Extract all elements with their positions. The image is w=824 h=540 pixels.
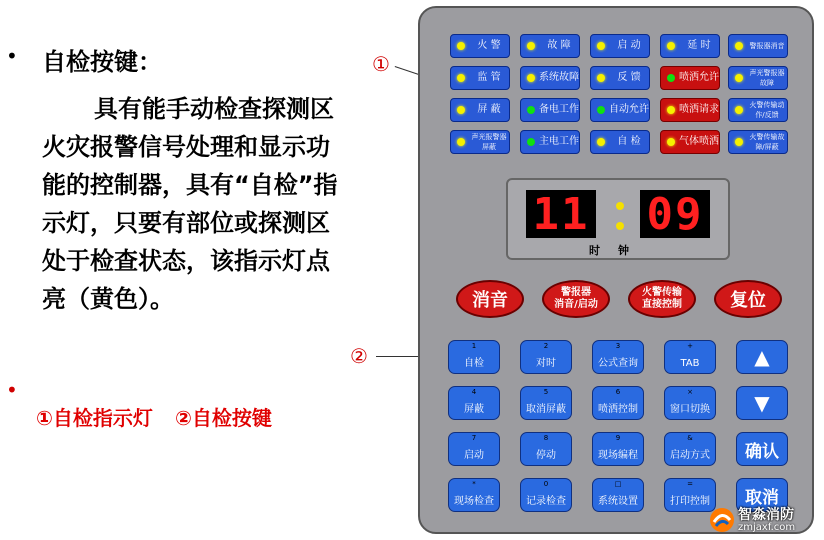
key-number: 8 (543, 434, 549, 442)
keypad-key-3-1[interactable] (520, 478, 572, 512)
clock-hours: 11 (526, 190, 596, 238)
key-label: 窗口切换 (670, 404, 710, 415)
led-label: 自 检 (617, 136, 641, 147)
led-key-0-1 (520, 34, 580, 58)
led-key-1-0 (450, 66, 510, 90)
fire-transmit-control-button[interactable]: 火警传输 直接控制 (628, 280, 696, 318)
led-label: 监 管 (477, 72, 501, 83)
keypad-key-2-0[interactable] (448, 432, 500, 466)
keypad-key-2-2[interactable] (592, 432, 644, 466)
led-key-1-4 (728, 66, 788, 90)
keypad-key-1-1[interactable] (520, 386, 572, 420)
indicator-led-icon (457, 138, 465, 146)
key-label: 现场编程 (598, 450, 638, 461)
led-label: 喷洒允许 (679, 72, 719, 83)
led-key-0-0 (450, 34, 510, 58)
led-key-1-2 (590, 66, 650, 90)
keypad-key-2-3[interactable] (664, 432, 716, 466)
colon-dot-top (616, 202, 624, 210)
indicator-led-icon (597, 106, 605, 114)
up-arrow-button[interactable]: ▲ (736, 340, 788, 374)
down-arrow-button[interactable]: ▼ (736, 386, 788, 420)
led-key-0-4 (728, 34, 788, 58)
led-key-3-2 (590, 130, 650, 154)
keypad-key-1-3[interactable] (664, 386, 716, 420)
indicator-led-icon (527, 42, 535, 50)
indicator-led-icon (667, 74, 675, 82)
clock-label: 时钟 (589, 244, 647, 257)
led-key-3-3 (660, 130, 720, 154)
indicator-led-icon (735, 74, 743, 82)
reset-button[interactable]: 复位 (714, 280, 782, 318)
led-label: 启 动 (617, 40, 641, 51)
indicator-led-icon (527, 138, 535, 146)
indicator-led-icon (527, 74, 535, 82)
indicator-led-icon (735, 106, 743, 114)
key-number: 4 (471, 388, 477, 396)
key-number: 2 (543, 342, 549, 350)
key-label: 自检 (464, 358, 484, 369)
indicator-led-icon (667, 106, 675, 114)
key-label: 系统设置 (598, 496, 638, 507)
key-number: 7 (471, 434, 477, 442)
led-key-3-4 (728, 130, 788, 154)
indicator-led-icon (457, 74, 465, 82)
paragraph-text: 具有能手动检查探测区火灾报警信号处理和显示功能的控制器，具有“自检”指示灯，只要有部位或探测区处于检查状态，该指示灯点亮（黄色）。 (42, 95, 338, 313)
led-label: 系统故障 (539, 72, 579, 83)
led-label: 气体喷洒 (679, 136, 719, 147)
keypad-key-3-2[interactable] (592, 478, 644, 512)
led-key-2-2 (590, 98, 650, 122)
led-label: 火警传输动作/反馈 (749, 101, 785, 119)
key-label: 对时 (536, 358, 556, 369)
indicator-led-icon (457, 42, 465, 50)
led-key-2-0 (450, 98, 510, 122)
led-label: 声光警报器故障 (749, 69, 785, 87)
key-number: × (687, 388, 693, 396)
led-label: 主电工作 (539, 136, 579, 147)
key-number: □ (614, 480, 622, 488)
key-number: 1 (471, 342, 477, 350)
key-label: 屏蔽 (464, 404, 484, 415)
led-label: 警报器消音 (749, 42, 785, 50)
keypad-key-0-3[interactable] (664, 340, 716, 374)
key-label: 停动 (536, 450, 556, 461)
led-label: 屏 蔽 (477, 104, 501, 115)
led-label: 喷洒请求 (679, 104, 719, 115)
indicator-led-icon (667, 138, 675, 146)
watermark-url: zmjaxf.com (738, 522, 796, 533)
keypad-key-3-0[interactable] (448, 478, 500, 512)
keypad-key-1-2[interactable] (592, 386, 644, 420)
indicator-led-icon (527, 106, 535, 114)
clock-display (506, 178, 730, 260)
led-key-3-1 (520, 130, 580, 154)
led-key-2-3 (660, 98, 720, 122)
watermark-name: 智淼消防 (738, 507, 794, 523)
led-key-0-2 (590, 34, 650, 58)
colon-dot-bottom (616, 222, 624, 230)
led-label: 反 馈 (617, 72, 641, 83)
key-label: 记录检查 (526, 496, 566, 507)
slide-paragraph (42, 90, 338, 318)
clock-minutes: 09 (640, 190, 710, 238)
indicator-led-icon (597, 42, 605, 50)
key-label: 启动方式 (670, 450, 710, 461)
slide-heading: 自检按键： (42, 48, 162, 76)
bullet-marker-2: • (6, 378, 18, 402)
key-label: 启动 (464, 450, 484, 461)
indicator-led-icon (457, 106, 465, 114)
watermark-logo-icon (708, 506, 736, 534)
key-number: * (472, 480, 476, 488)
key-number: 6 (615, 388, 621, 396)
bullet-marker: • (6, 44, 18, 68)
keypad-key-1-0[interactable] (448, 386, 500, 420)
indicator-led-icon (597, 138, 605, 146)
keypad-key-0-0[interactable] (448, 340, 500, 374)
led-label: 延 时 (687, 40, 711, 51)
key-number: 9 (615, 434, 621, 442)
control-panel (418, 6, 814, 534)
indicator-led-icon (667, 42, 675, 50)
key-label: 公式查询 (598, 358, 638, 369)
key-number: + (687, 342, 693, 350)
led-key-0-3 (660, 34, 720, 58)
key-number: & (687, 434, 693, 442)
watermark (708, 502, 818, 538)
led-label: 自动允许 (609, 104, 649, 115)
keypad-key-0-1[interactable] (520, 340, 572, 374)
led-label: 故 障 (547, 40, 571, 51)
indicator-led-icon (735, 42, 743, 50)
alarm-silence-start-button[interactable]: 警报器 消音/启动 (542, 280, 610, 318)
key-number: 5 (543, 388, 549, 396)
key-number: 3 (615, 342, 621, 350)
keypad-key-0-2[interactable] (592, 340, 644, 374)
led-label: 火警传输故障/屏蔽 (749, 133, 785, 151)
led-key-2-4 (728, 98, 788, 122)
led-label: 声光报警器屏蔽 (471, 133, 507, 151)
led-key-2-1 (520, 98, 580, 122)
key-label: 取消屏蔽 (526, 404, 566, 415)
led-key-3-0 (450, 130, 510, 154)
key-label: 喷洒控制 (598, 404, 638, 415)
caption (36, 402, 294, 431)
indicator-led-icon (597, 74, 605, 82)
keypad-key-2-1[interactable] (520, 432, 572, 466)
caption-button: ②自检按键 (174, 406, 272, 430)
key-number: 0 (543, 480, 549, 488)
callout-1: ① (372, 52, 390, 76)
key-label: TAB (680, 358, 700, 369)
caption-indicator: ①自检指示灯 (36, 406, 153, 430)
key-number: = (687, 480, 693, 488)
indicator-led-icon (735, 138, 743, 146)
led-key-1-3 (660, 66, 720, 90)
led-label: 火 警 (477, 40, 501, 51)
key-label: 打印控制 (670, 496, 710, 507)
led-label: 备电工作 (539, 104, 579, 115)
key-label: 现场检查 (454, 496, 494, 507)
led-key-1-1 (520, 66, 580, 90)
cancel-button[interactable]: 取消 (736, 478, 788, 512)
confirm-button[interactable]: 确认 (736, 432, 788, 466)
callout-2: ② (350, 344, 368, 368)
silence-button[interactable]: 消音 (456, 280, 524, 318)
